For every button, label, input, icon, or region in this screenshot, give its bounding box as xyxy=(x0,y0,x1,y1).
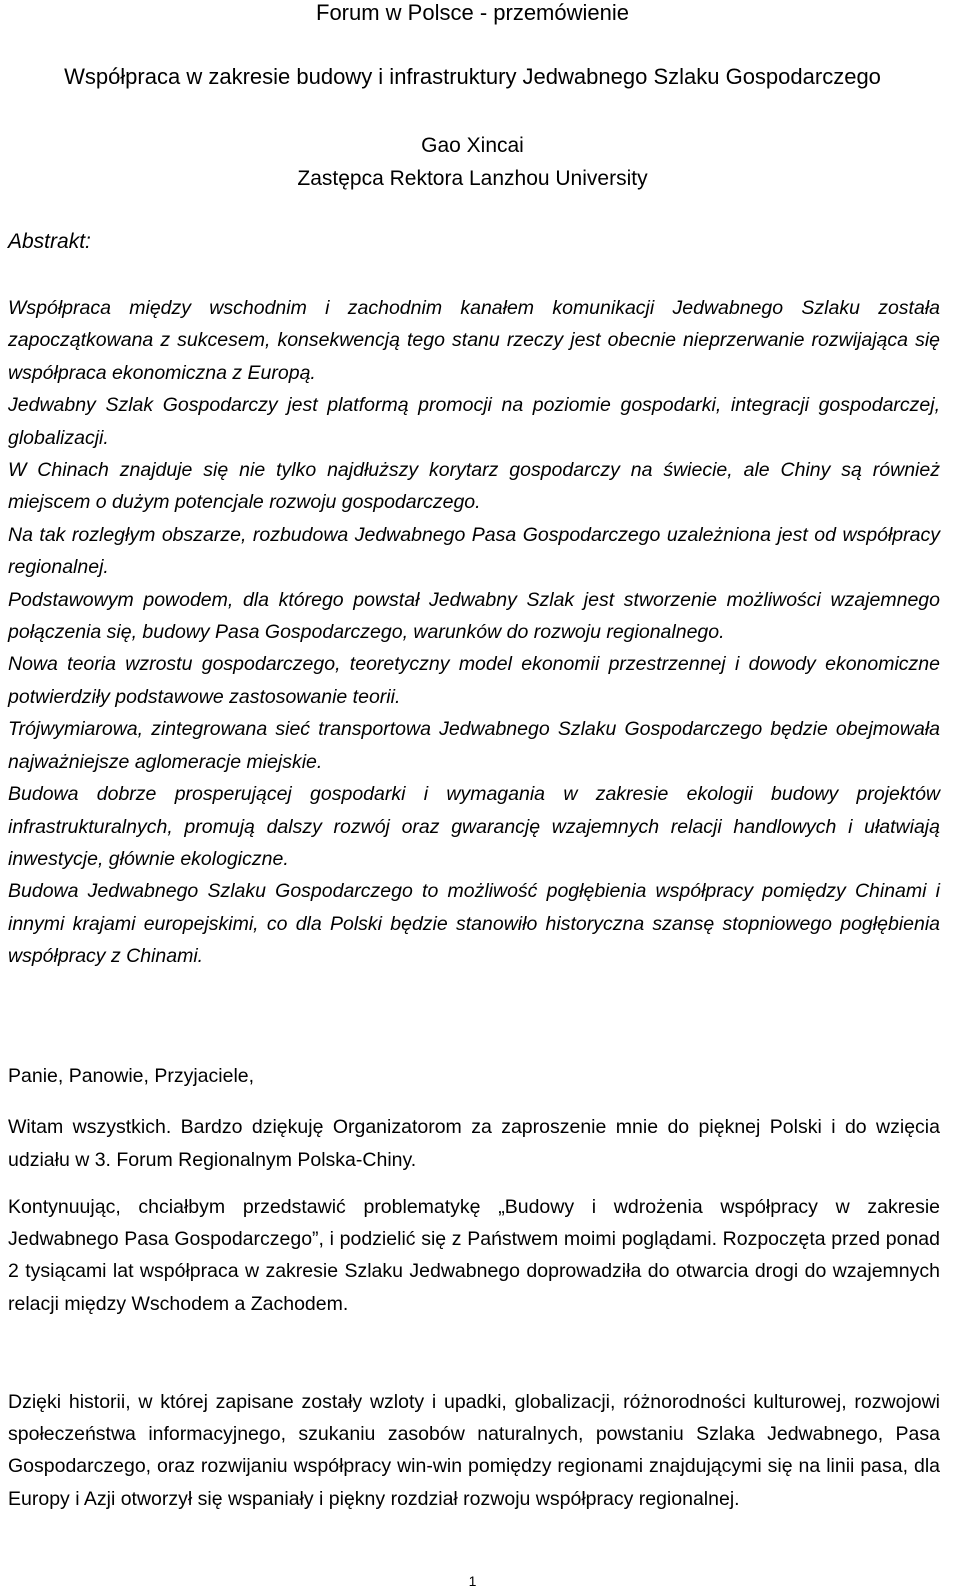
page-number: 1 xyxy=(468,1573,477,1589)
welcome-text: Witam wszystkich. Bardzo dziękuję Organizatorom za zaproszenie mnie do pięknej Polski i do wzięcia udziału w 3. Forum Regionalnym Polska-Chiny. xyxy=(8,1116,940,1171)
speech-paragraph-3 xyxy=(8,1366,940,1535)
abstract-paragraph: Budowa Jedwabnego Szlaku Gospodarczego to możliwość pogłębienia współpracy pomiędzy Chinami i innymi krajami europejskimi, co dla Polski będzie stanowiło historyczna szansę stopniowego pogłębienia współpracy z Chinami. xyxy=(8,880,940,968)
abstract-paragraph: Budowa dobrze prosperującej gospodarki i wymagania w zakresie ekologii budowy projektów infrastrukturalnych, promują dalszy rozwój oraz gwarancję wzajemnych relacji handlowych i ułatwiają inwestycje, głównie ekologiczne. xyxy=(8,783,940,870)
paragraph-text: Kontynuując, chciałbym przedstawić problematykę „Budowy i wdrożenia współpracy w zakresie Jedwabnego Pasa Gospodarczego”, i podzielić się z Państwem moimi poglądami. Rozpoczęta przed ponad 2 tysiącami lat współpraca w zakresie Szlaku Jedwabnego doprowadziła do otwarcia drogi do wzajemnych relacji między Wschodem a Zachodem. xyxy=(8,1195,940,1315)
author-name: Gao Xincai xyxy=(421,134,524,157)
abstract-paragraph: Nowa teoria wzrostu gospodarczego, teoretyczny model ekonomii przestrzennej i dowody ekonomiczne potwierdziły podstawowe zastosowanie teorii. xyxy=(8,653,940,708)
abstract-paragraph: Współpraca między wschodnim i zachodnim kanałem komunikacji Jedwabnego Szlaku została zapoczątkowana z sukcesem, konsekwencją tego stanu rzeczy jest obecnie nieprzerwanie rozwijająca się współpraca ekonomiczna z Europą. xyxy=(8,297,940,384)
abstract-paragraph: Na tak rozległym obszarze, rozbudowa Jedwabnego Pasa Gospodarczego uzależniona jest od współpracy regionalnej. xyxy=(8,523,940,579)
header-title: Forum w Polsce - przemówienie xyxy=(316,0,629,25)
abstract-paragraph: Jedwabny Szlak Gospodarczy jest platformą promocji na poziomie gospodarki, integracji gospodarczej, globalizacji. xyxy=(8,394,940,449)
author-role: Zastępca Rektora Lanzhou University xyxy=(297,167,648,190)
abstract-body xyxy=(8,292,940,973)
document-subtitle: Współpraca w zakresie budowy i infrastruktury Jedwabnego Szlaku Gospodarczego xyxy=(64,64,881,89)
abstract-paragraph: Podstawowym powodem, dla którego powstał Jedwabny Szlak jest stworzenie możliwości wzajemnego połączenia się, budowy Pasa Gospodarczego, warunków do rozwoju regionalnego. xyxy=(8,588,940,644)
abstract-paragraph: W Chinach znajduje się nie tylko najdłuższy korytarz gospodarczy na świecie, ale Chiny są również miejscem o dużym potencjale rozwoju gospodarczego. xyxy=(8,459,940,514)
abstract-paragraph: Trójwymiarowa, zintegrowana sieć transportowa Jedwabnego Szlaku Gospodarczego będzie obejmowała najważniejsze aglomeracje miejskie. xyxy=(8,718,940,773)
greeting-text: Panie, Panowie, Przyjaciele, xyxy=(8,1064,255,1087)
paragraph-text: Dzięki historii, w której zapisane zostały wzloty i upadki, globalizacji, różnorodności kulturowej, rozwojowi społeczeństwa informacyjnego, szukaniu zasobów naturalnych, powstaniu Szlaka Jedwabnego, Pasa Gospodarczego, oraz rozwijaniu współpracy win-win pomiędzy regionami znajdującymi się na linii pasa, dla Europy i Azji otworzył się wspaniały i piękny rozdział rozwoju współpracy regionalnej. xyxy=(8,1390,940,1510)
speech-paragraph-2 xyxy=(8,1171,940,1340)
abstract-label: Abstrakt: xyxy=(8,230,91,253)
